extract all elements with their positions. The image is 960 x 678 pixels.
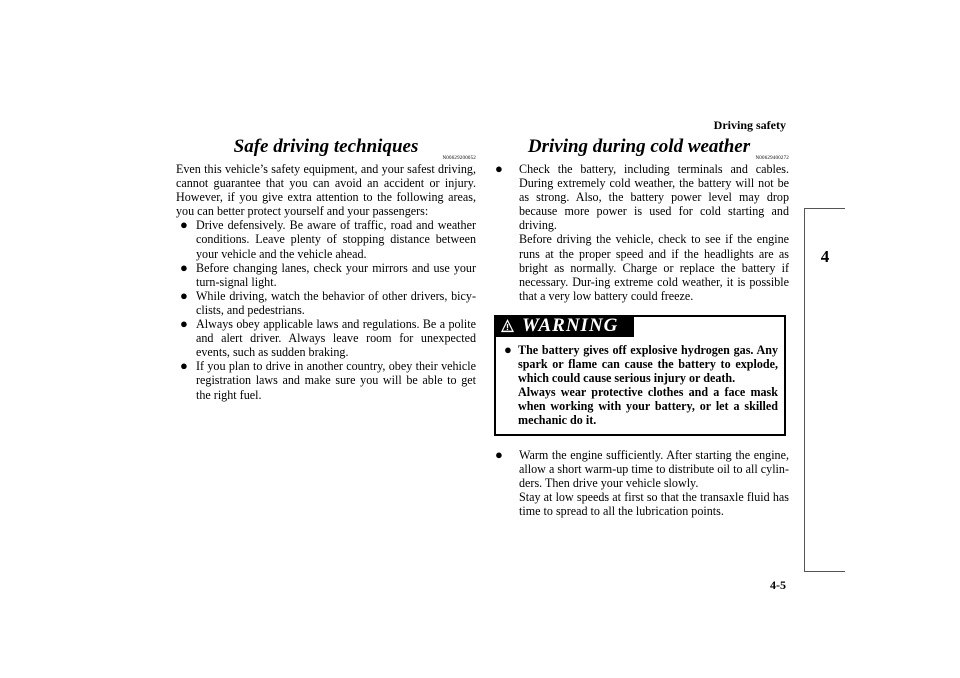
bullet-icon: ● <box>495 446 503 462</box>
page-number: 4-5 <box>770 578 786 592</box>
list-item: ● Drive defensively. Be aware of traffic, road and weather conditions. Leave plenty of stopping distance between your vehicle and the vehicle ahead. <box>180 217 476 261</box>
bullet-icon: ● <box>180 217 188 233</box>
warning-triangle-icon <box>500 318 515 333</box>
bullet-icon: ● <box>180 259 188 275</box>
section-code: N00629200052 <box>442 156 476 161</box>
list-item: ● Check the battery, including terminals and cables. During extremely cold weather, the battery will not be as strong. Also, the battery power level may drop because more power is used for cold starting and driving. Before driving the vehicle, check to see if the engine runs at the proper speed and if the headlights are as bright as normally. Charge or replace the battery if necessary. Dur-ing extreme cold weather, it is possible that a very low battery could freeze. <box>495 161 789 303</box>
section-title-cold-weather: Driving during cold weather <box>527 136 751 157</box>
left-column <box>176 136 476 402</box>
intro-paragraph: Even this vehicle’s safety equipment, and your safest driving, cannot guarantee that you can avoid an accident or injury. However, if you give extra attention to the following areas, you can better protect yourself and your passengers: <box>176 162 476 219</box>
right-column <box>489 136 789 518</box>
list-item: ● Warm the engine sufficiently. After starting the engine, allow a short warm-up time to distribute oil to all cylin-ders. Then drive your vehicle slowly. Stay at low speeds at first so that the transaxle fluid has time to spread to all the lubrication points. <box>495 446 789 518</box>
bullet-icon: ● <box>180 287 188 303</box>
bullet-icon: ● <box>180 316 188 332</box>
bullet-icon: ● <box>180 358 188 374</box>
list-item: ● The battery gives off explosive hydrogen gas. Any spark or flame can cause the battery to explode, which could cause serious injury or death. Always wear protective clothes and a face mask when working with your battery, or let a skilled mechanic do it. <box>504 341 778 428</box>
cold-weather-list <box>489 162 789 303</box>
bullet-icon: ● <box>504 341 512 357</box>
section-tab-number: 4 <box>820 247 830 266</box>
bullet-icon: ● <box>495 161 503 176</box>
technique-list <box>176 218 476 401</box>
cold-weather-list-2 <box>489 448 789 518</box>
warning-label: WARNING <box>522 314 619 336</box>
section-title-safe-driving: Safe driving techniques <box>233 136 419 157</box>
list-item: ● Before changing lanes, check your mirrors and use your turn-signal light. <box>180 259 476 289</box>
section-tab <box>804 208 845 572</box>
list-item: ● Always obey applicable laws and regulations. Be a polite and alert driver. Always leave room for unexpected events, such as sudden braking. <box>180 316 476 360</box>
warning-header <box>494 315 634 337</box>
warning-box <box>494 315 786 436</box>
list-item: ● If you plan to drive in another country, obey their vehicle registration laws and make sure you will be able to get the right fuel. <box>180 358 476 402</box>
list-item: ● While driving, watch the behavior of other drivers, bicy-clists, and pedestrians. <box>180 287 476 317</box>
section-code: N00629400272 <box>755 156 789 161</box>
running-header: Driving safety <box>713 118 786 132</box>
